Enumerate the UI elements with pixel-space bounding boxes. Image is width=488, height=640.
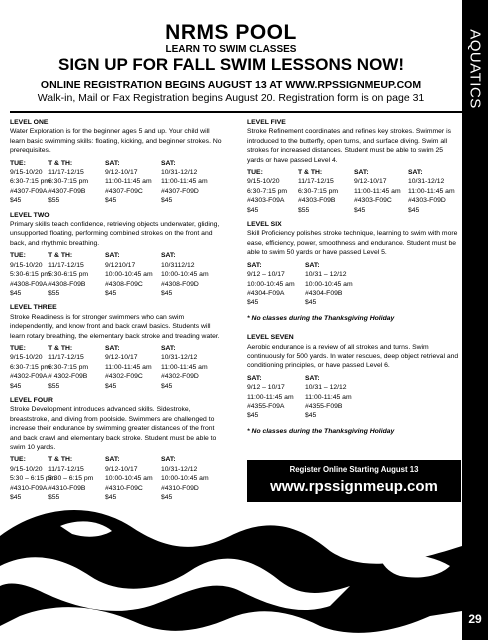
page-number: 29 <box>468 612 482 626</box>
schedule-header-row: TUE: T & TH: SAT: SAT: <box>10 252 176 260</box>
level-description: Stroke Development introduces advanced skills. Sidestroke, breaststroke, and diving from poolside. Swimmers are challenged to increase their endurance by swimming greater distances of the front and back crawl and elementary back stroke. Student must be able to swim 10 yards. <box>10 406 217 451</box>
schedule-dates-row: 9/15-10/20 11/17-12/15 9/12-10/17 10/31-12/12 <box>10 354 198 362</box>
schedule-header-row: TUE: T & TH: SAT: SAT: <box>10 159 176 167</box>
level-three <box>10 303 225 391</box>
schedule-header-row: TUE: T & TH: SAT: SAT: <box>10 344 176 352</box>
registration-url-link[interactable]: www.rpssignmeup.com <box>270 478 438 495</box>
schedule-dates-row: 9/12 – 10/17 10/31 – 12/12 <box>247 271 347 279</box>
level-one <box>10 118 225 206</box>
level-title: LEVEL SEVEN <box>247 334 294 342</box>
right-column <box>247 118 461 446</box>
schedule-dates-row: 9/15-10/20 11/17-12/15 9/12-10/17 10/31-12/12 <box>10 465 198 473</box>
schedule-hours-row: 6:30-7:15 pm 6:30-7:15 pm 11:00-11:45 am 11:00-11:45 am <box>10 363 208 371</box>
holiday-note: * No classes during the Thanksgiving Holiday <box>247 427 395 435</box>
schedule-codes-row: #4302-F09A # 4302-F09B #4302-F09C #4302-F09D <box>10 373 199 381</box>
level-description: Stroke Refinement coordinates and refines key strokes. Swimmer is introduced to the butterfly, open turns, and surface diving. Swim all strokes for increased distances. Student must be able to swim 25 yards or have passed Level 4. <box>247 128 451 164</box>
level-title: LEVEL SIX <box>247 221 282 229</box>
online-registration-note: ONLINE REGISTRATION BEGINS AUGUST 13 AT WWW.RPSSIGNMEUP.COM <box>40 79 422 91</box>
schedule-header-row: TUE: T & TH: SAT: SAT: <box>247 169 423 177</box>
page-subtitle: LEARN TO SWIM CLASSES <box>165 44 297 55</box>
page-header <box>0 22 462 105</box>
schedule-hours-row: 6:30-7:15 pm 6:30-7:15 pm 11:00-11:45 am 11:00-11:45 am <box>247 187 455 195</box>
level-five <box>247 118 461 215</box>
level-six <box>247 220 461 323</box>
schedule-fees-row: $45 $45 <box>247 299 317 307</box>
schedule-hours-row: 6:30-7:15 pm 6:30-7:15 pm 11:00-11:45 am 11:00-11:45 am <box>10 178 208 186</box>
level-title: LEVEL FIVE <box>247 119 286 126</box>
headline: SIGN UP FOR FALL SWIM LESSONS NOW! <box>58 55 404 74</box>
schedule-fees-row: $45 $55 $45 $45 <box>10 382 173 390</box>
schedule-fees-row: $45 $55 $45 $45 <box>10 494 173 502</box>
level-description: Water Exploration is for the beginner ages 5 and up. Your child will learn basic swimming skills: floating, kicking, and beginner strokes. No prerequisites. <box>10 128 222 155</box>
sidebar <box>462 0 488 640</box>
wave-graphic <box>0 496 462 640</box>
level-four <box>10 396 225 502</box>
walkin-registration-note: Walk-in, Mail or Fax Registration begins August 20. Registration form is on page 31 <box>37 92 425 104</box>
schedule-dates-row: 9/15-10/20 11/17-12/15 9/12-10/17 10/31-12/12 <box>10 169 198 177</box>
schedule-hours-row: 5:30 – 6:15 pm 5:30 – 6:15 pm 10:00-10:45 am 10:00-10:45 am <box>10 475 209 483</box>
header-divider <box>10 111 462 113</box>
level-seven <box>247 333 461 436</box>
schedule-hours-row: 5:30-6:15 pm 5:30-6:15 pm 10:00-10:45 am 10:00-10:45 am <box>10 271 209 279</box>
schedule-hours-row: 11:00-11:45 am 11:00-11:45 am <box>247 393 352 401</box>
page-title: NRMS POOL <box>165 21 297 44</box>
schedule-fees-row: $45 $55 $45 $45 <box>10 197 173 205</box>
level-title: LEVEL THREE <box>10 304 57 312</box>
schedule-header-row: SAT: SAT: <box>247 261 320 269</box>
level-two <box>10 211 225 299</box>
schedule-codes-row: #4308-F09A #4308-F09B #4308-F09C #4308-F09D <box>10 280 199 288</box>
level-description: Primary skills teach confidence, retrieving objects underwater, gliding, unsupported floating, performing combined strokes on the front and back, and rhythmic breathing. <box>10 221 220 247</box>
level-title: LEVEL FOUR <box>10 396 53 404</box>
level-description: Skill Proficiency polishes stroke technique, learning to swim with more ease, efficiency, power, smoothness and endurance. Student must be able to swim 50 yards or have passed Level 5. <box>247 230 458 257</box>
banner-text: Register Online Starting August 13 <box>289 465 419 474</box>
section-label: AQUATICS <box>466 29 484 109</box>
schedule-hours-row: 10:00-10:45 am 10:00-10:45 am <box>247 280 353 288</box>
schedule-dates-row: 9/15-10/20 11/17-12/15 9/1210/17 10/3112/12 <box>10 261 195 269</box>
holiday-note: * No classes during the Thanksgiving Holiday <box>247 314 395 322</box>
schedule-codes-row: #4304-F09A #4304-F09B <box>247 289 343 297</box>
schedule-codes-row: #4307-F09A #4307-F09B #4307-F09C #4307-F09D <box>10 187 199 195</box>
schedule-header-row: SAT: SAT: <box>247 374 320 382</box>
online-registration-banner <box>247 460 461 502</box>
left-column <box>10 118 225 507</box>
schedule-header-row: TUE: T & TH: SAT: SAT: <box>10 456 176 464</box>
schedule-dates-row: 9/15-10/20 11/17-12/15 9/12-10/17 10/31-12/12 <box>247 178 445 186</box>
level-title: LEVEL ONE <box>10 119 49 126</box>
schedule-fees-row: $45 $55 $45 $45 <box>10 289 173 297</box>
level-description: Stroke Readiness is for stronger swimmers who can swim independently, and know front and back crawl basics. Students will learn rotary breathing, the elementary back stroke and treading water. <box>10 313 220 340</box>
schedule-fees-row: $45 $45 <box>247 412 317 420</box>
level-description: Aerobic endurance is a review of all strokes and turns. Swim continuously for 500 yards. In water rescues, deep object retrieval and conditioning principles, or have passed Level 6. <box>247 343 459 370</box>
schedule-fees-row: $45 $55 $45 $45 <box>247 206 420 214</box>
schedule-codes-row: #4310-F09A #4310-F09B #4310-F09C #4310-F09D <box>10 484 199 492</box>
schedule-dates-row: 9/12 – 10/17 10/31 – 12/12 <box>247 384 347 392</box>
level-title: LEVEL TWO <box>10 211 50 219</box>
schedule-codes-row: #4303-F09A #4303-F09B #4303-F09C #4303-F09D <box>247 197 446 205</box>
schedule-codes-row: #4355-F09A #4355-F09B <box>247 402 343 410</box>
